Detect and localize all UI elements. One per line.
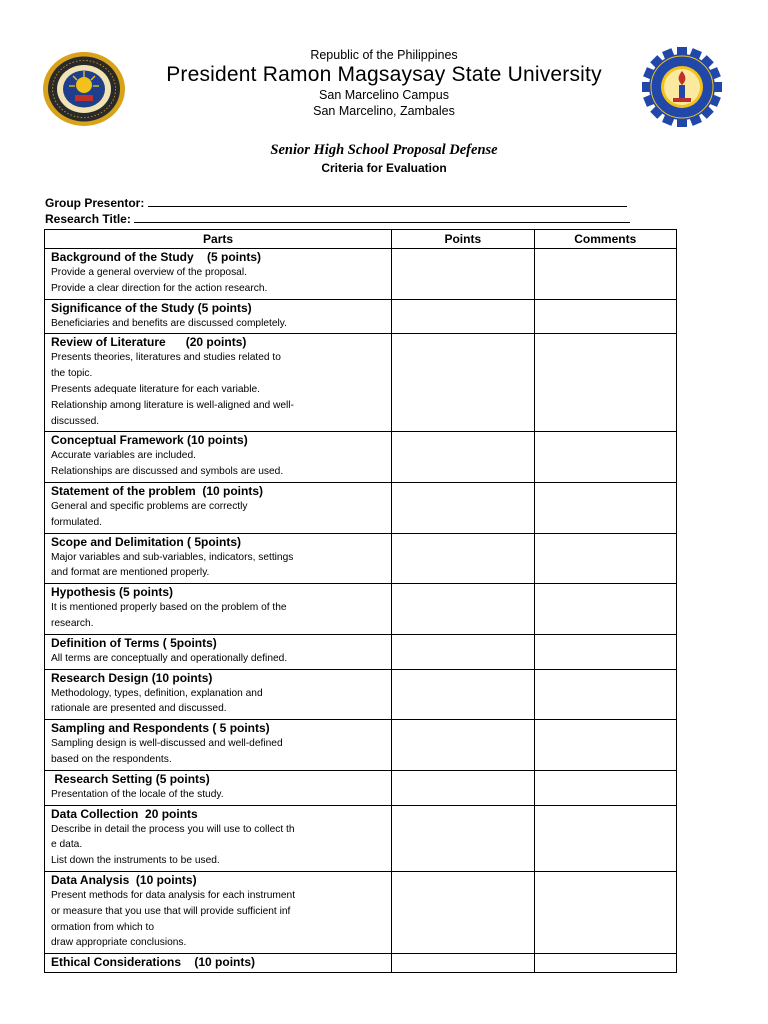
comments-cell[interactable] <box>534 432 676 483</box>
criterion-title: Significance of the Study (5 points) <box>51 300 252 315</box>
criterion-title: Research Design (10 points) <box>51 670 213 685</box>
points-cell[interactable] <box>392 954 534 973</box>
criterion-title: Definition of Terms ( 5points) <box>51 635 217 650</box>
points-cell[interactable] <box>392 432 534 483</box>
criterion-description: Describe in detail the process you will use to collect th <box>51 823 295 835</box>
table-row <box>45 533 677 584</box>
comments-cell[interactable] <box>534 334 676 432</box>
criterion-description: Presents theories, literatures and studies related to <box>51 352 281 364</box>
letterhead <box>0 44 768 124</box>
research-title-blank[interactable] <box>134 212 630 223</box>
points-cell[interactable] <box>392 482 534 533</box>
group-presentor-field <box>45 196 627 210</box>
criterion-description: Sampling design is well-discussed and well-defined <box>51 738 283 750</box>
table-row <box>45 482 677 533</box>
table-row <box>45 634 677 669</box>
criterion-cell <box>45 669 392 720</box>
comments-cell[interactable] <box>534 669 676 720</box>
criterion-cell <box>45 249 392 300</box>
criterion-description: It is mentioned properly based on the problem of the <box>51 602 287 614</box>
criterion-description: Accurate variables are included. <box>51 450 196 462</box>
criterion-title: Hypothesis (5 points) <box>51 585 174 600</box>
group-presentor-label: Group Presentor: <box>45 196 145 210</box>
criterion-title: Statement of the problem (10 points) <box>51 483 264 498</box>
university-name: President Ramon Magsaysay State University <box>166 63 602 86</box>
criterion-description: based on the respondents. <box>51 753 172 765</box>
criterion-title: Background of the Study (5 points) <box>51 250 261 264</box>
criterion-description: formulated. <box>51 516 102 528</box>
laboratory-high-school-seal-icon <box>642 47 722 127</box>
points-cell[interactable] <box>392 634 534 669</box>
points-cell[interactable] <box>392 533 534 584</box>
criterion-title: Review of Literature (20 points) <box>51 335 247 350</box>
criterion-cell <box>45 871 392 953</box>
criterion-description: e data. <box>51 839 83 851</box>
criterion-cell <box>45 805 392 871</box>
criterion-title: Data Analysis (10 points) <box>51 872 197 887</box>
criterion-cell <box>45 482 392 533</box>
criterion-cell <box>45 954 392 973</box>
points-cell[interactable] <box>392 871 534 953</box>
comments-cell[interactable] <box>534 482 676 533</box>
research-title-field <box>45 212 630 226</box>
criterion-description: Presents adequate literature for each variable. <box>51 383 260 395</box>
criterion-cell <box>45 634 392 669</box>
comments-cell[interactable] <box>534 249 676 300</box>
points-cell[interactable] <box>392 299 534 334</box>
evaluation-criteria-table <box>44 229 677 973</box>
group-presentor-blank[interactable] <box>148 196 627 207</box>
criterion-cell <box>45 299 392 334</box>
criterion-description: Provide a general overview of the proposal. <box>51 267 247 278</box>
points-cell[interactable] <box>392 249 534 300</box>
criterion-description: Beneficiaries and benefits are discussed completely. <box>51 317 287 329</box>
criteria-rows <box>45 249 677 973</box>
table-row <box>45 871 677 953</box>
criterion-description: rationale are presented and discussed. <box>51 703 227 715</box>
criterion-title: Research Setting (5 points) <box>51 771 210 786</box>
document-title: Senior High School Proposal Defense <box>270 142 498 158</box>
research-title-label: Research Title: <box>45 212 131 226</box>
criterion-description: Relationship among literature is well-aligned and well- <box>51 399 294 411</box>
points-column-header: Points <box>392 230 534 249</box>
criterion-title: Data Collection 20 points <box>51 806 198 821</box>
parts-column-header: Parts <box>45 230 392 249</box>
criterion-description: Relationships are discussed and symbols are used. <box>51 466 284 478</box>
table-row <box>45 720 677 771</box>
criterion-description: General and specific problems are correctly <box>51 500 248 512</box>
criterion-description: Present methods for data analysis for each instrument <box>51 889 296 901</box>
location-line: San Marcelino, Zambales <box>313 104 455 118</box>
criterion-description: Methodology, types, definition, explanation and <box>51 687 263 699</box>
criterion-description: draw appropriate conclusions. <box>51 937 187 949</box>
points-cell[interactable] <box>392 720 534 771</box>
table-row <box>45 805 677 871</box>
points-cell[interactable] <box>392 669 534 720</box>
republic-line: Republic of the Philippines <box>310 48 458 62</box>
comments-cell[interactable] <box>534 871 676 953</box>
comments-cell[interactable] <box>534 299 676 334</box>
comments-cell[interactable] <box>534 954 676 973</box>
criterion-cell <box>45 770 392 805</box>
table-row <box>45 770 677 805</box>
table-row <box>45 334 677 432</box>
criterion-description: Provide a clear direction for the action research. <box>51 282 268 294</box>
table-header-row <box>45 230 677 249</box>
criterion-description: Major variables and sub-variables, indicators, settings <box>51 551 294 563</box>
criterion-title: Conceptual Framework (10 points) <box>51 433 248 448</box>
table-row <box>45 584 677 635</box>
criterion-description: List down the instruments to be used. <box>51 855 220 867</box>
comments-cell[interactable] <box>534 770 676 805</box>
table-row <box>45 669 677 720</box>
criterion-description: research. <box>51 617 94 629</box>
comments-cell[interactable] <box>534 634 676 669</box>
comments-cell[interactable] <box>534 805 676 871</box>
points-cell[interactable] <box>392 770 534 805</box>
criterion-cell <box>45 334 392 432</box>
points-cell[interactable] <box>392 805 534 871</box>
comments-cell[interactable] <box>534 720 676 771</box>
criterion-description: the topic. <box>51 368 93 380</box>
criterion-cell <box>45 432 392 483</box>
table-row <box>45 249 677 300</box>
comments-cell[interactable] <box>534 584 676 635</box>
criterion-title: Sampling and Respondents ( 5 points) <box>51 721 270 736</box>
comments-column-header: Comments <box>534 230 676 249</box>
criterion-title: Ethical Considerations (10 points) <box>51 955 256 970</box>
criterion-description: All terms are conceptually and operationally defined. <box>51 652 288 664</box>
table-row <box>45 299 677 334</box>
criterion-cell <box>45 584 392 635</box>
table-row <box>45 954 677 973</box>
criterion-title: Scope and Delimitation ( 5points) <box>51 534 242 549</box>
campus-line: San Marcelino Campus <box>319 88 449 102</box>
comments-cell[interactable] <box>534 533 676 584</box>
criterion-description: or measure that you use that will provide sufficient inf <box>51 905 291 917</box>
points-cell[interactable] <box>392 334 534 432</box>
table-row <box>45 432 677 483</box>
criterion-cell <box>45 533 392 584</box>
document-subtitle: Criteria for Evaluation <box>321 161 447 175</box>
criterion-description: discussed. <box>51 415 100 427</box>
criterion-description: Presentation of the locale of the study. <box>51 788 224 800</box>
points-cell[interactable] <box>392 584 534 635</box>
criterion-cell <box>45 720 392 771</box>
criterion-description: and format are mentioned properly. <box>51 567 210 579</box>
criterion-description: ormation from which to <box>51 921 155 933</box>
